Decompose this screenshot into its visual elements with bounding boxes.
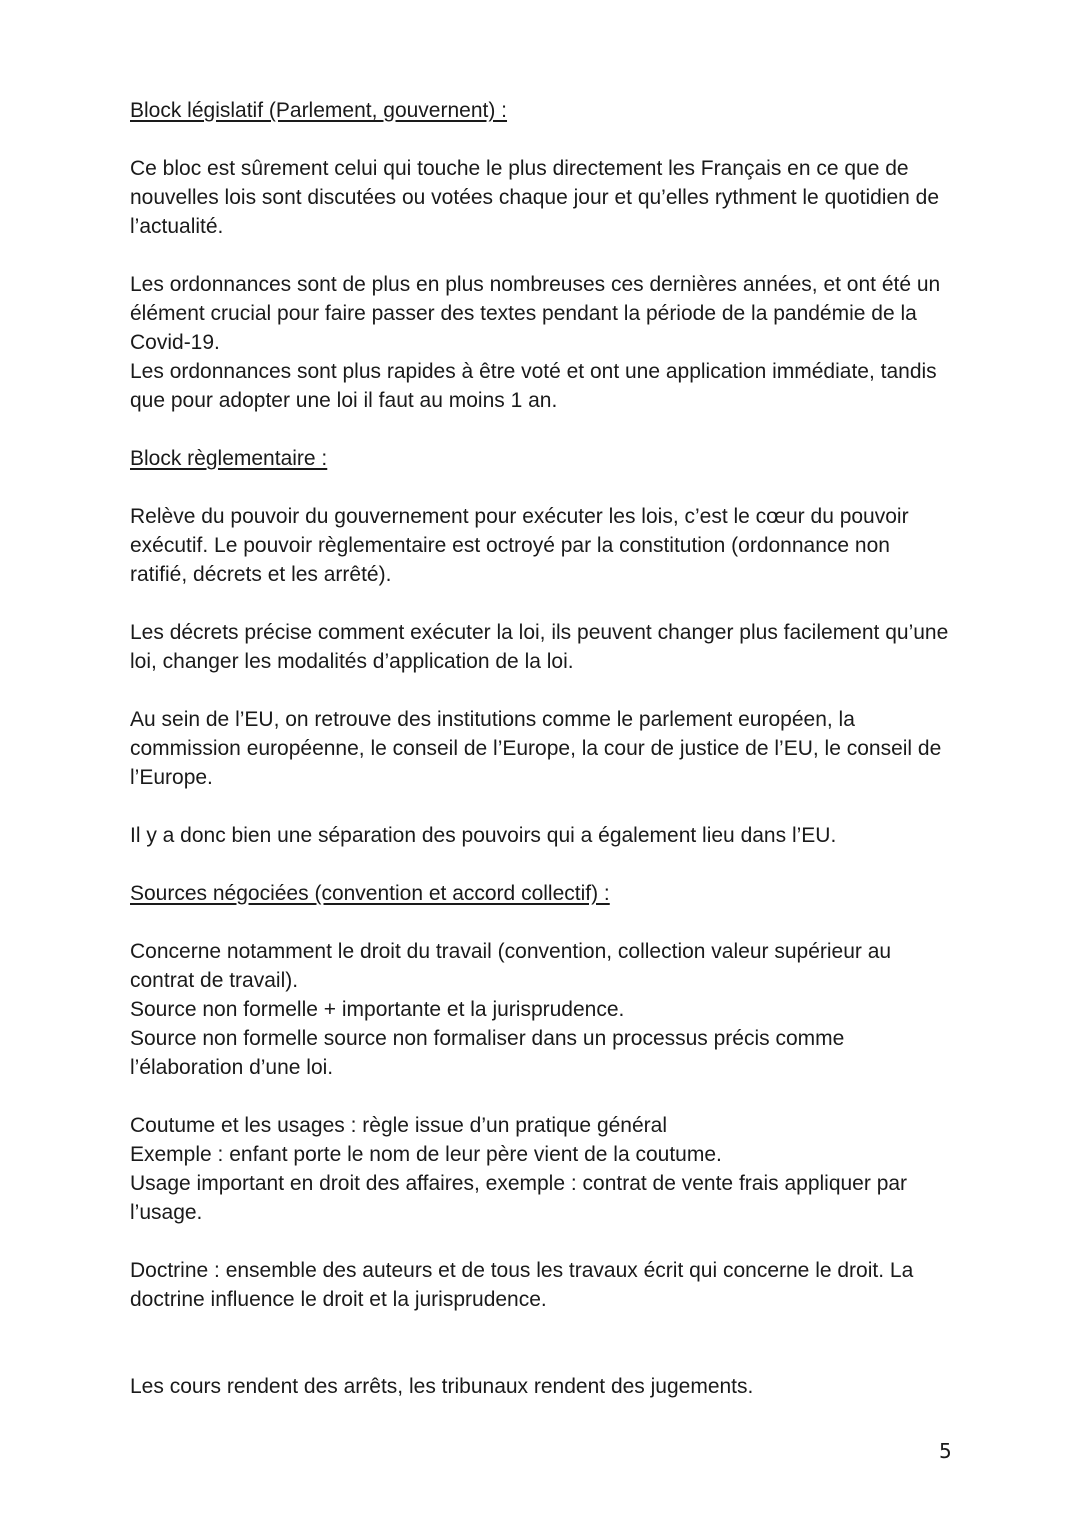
page-number: 5 (939, 1439, 952, 1463)
paragraph-coutume (130, 1111, 950, 1227)
paragraph-ordonnances (130, 270, 950, 415)
section-heading-negociees: Sources négociées (convention et accord collectif) : (130, 882, 610, 905)
paragraph-line: Les ordonnances sont plus rapides à être voté et ont une application immédiate, tandis que pour adopter une loi il faut au moins 1 an. (130, 360, 937, 412)
paragraph-decrets: Les décrets précise comment exécuter la loi, ils peuvent changer plus facilement qu’une loi, changer les modalités d’application de la loi. (130, 621, 949, 673)
section-heading-reglementaire: Block règlementaire : (130, 447, 328, 470)
paragraph-pouvoir-reglementaire: Relève du pouvoir du gouvernement pour exécuter les lois, c’est le cœur du pouvoir exécutif. Le pouvoir règlementaire est octroyé par la constitution (ordonnance non ratifié, décrets et les arrêté). (130, 505, 909, 586)
paragraph-line: Coutume et les usages : règle issue d’un pratique général (130, 1114, 667, 1137)
paragraph-separation-pouvoirs: Il y a donc bien une séparation des pouvoirs qui a également lieu dans l’EU. (130, 824, 837, 847)
paragraph-droit-travail (130, 937, 950, 1082)
paragraph-line: Concerne notamment le droit du travail (convention, collection valeur supérieur au contrat de travail). (130, 940, 892, 992)
paragraph-doctrine: Doctrine : ensemble des auteurs et de tous les travaux écrit qui concerne le droit. La doctrine influence le droit et la jurisprudence. (130, 1259, 914, 1311)
paragraph-legislatif-intro: Ce bloc est sûrement celui qui touche le plus directement les Français en ce que de nouvelles lois sont discutées ou votées chaque jour et qu’elles rythment le quotidien de l’actualité. (130, 157, 940, 238)
section-heading-legislatif: Block législatif (Parlement, gouvernent) : (130, 99, 508, 122)
paragraph-line: Les ordonnances sont de plus en plus nombreuses ces dernières années, et ont été un élément crucial pour faire passer des textes pendant la période de la pandémie de la Covid-19. (130, 273, 941, 354)
paragraph-line: Exemple : enfant porte le nom de leur père vient de la coutume. (130, 1143, 722, 1166)
document-page (130, 96, 950, 1430)
paragraph-cours-tribunaux: Les cours rendent des arrêts, les tribunaux rendent des jugements. (130, 1375, 754, 1398)
paragraph-line: Source non formelle + importante et la jurisprudence. (130, 998, 625, 1021)
paragraph-institutions-eu: Au sein de l’EU, on retrouve des institutions comme le parlement européen, la commission européenne, le conseil de l’Europe, la cour de justice de l’EU, le conseil de l’Europe. (130, 708, 942, 789)
paragraph-line: Usage important en droit des affaires, exemple : contrat de vente frais appliquer par l’usage. (130, 1172, 908, 1224)
paragraph-line: Source non formelle source non formaliser dans un processus précis comme l’élaboration d’une loi. (130, 1027, 845, 1079)
